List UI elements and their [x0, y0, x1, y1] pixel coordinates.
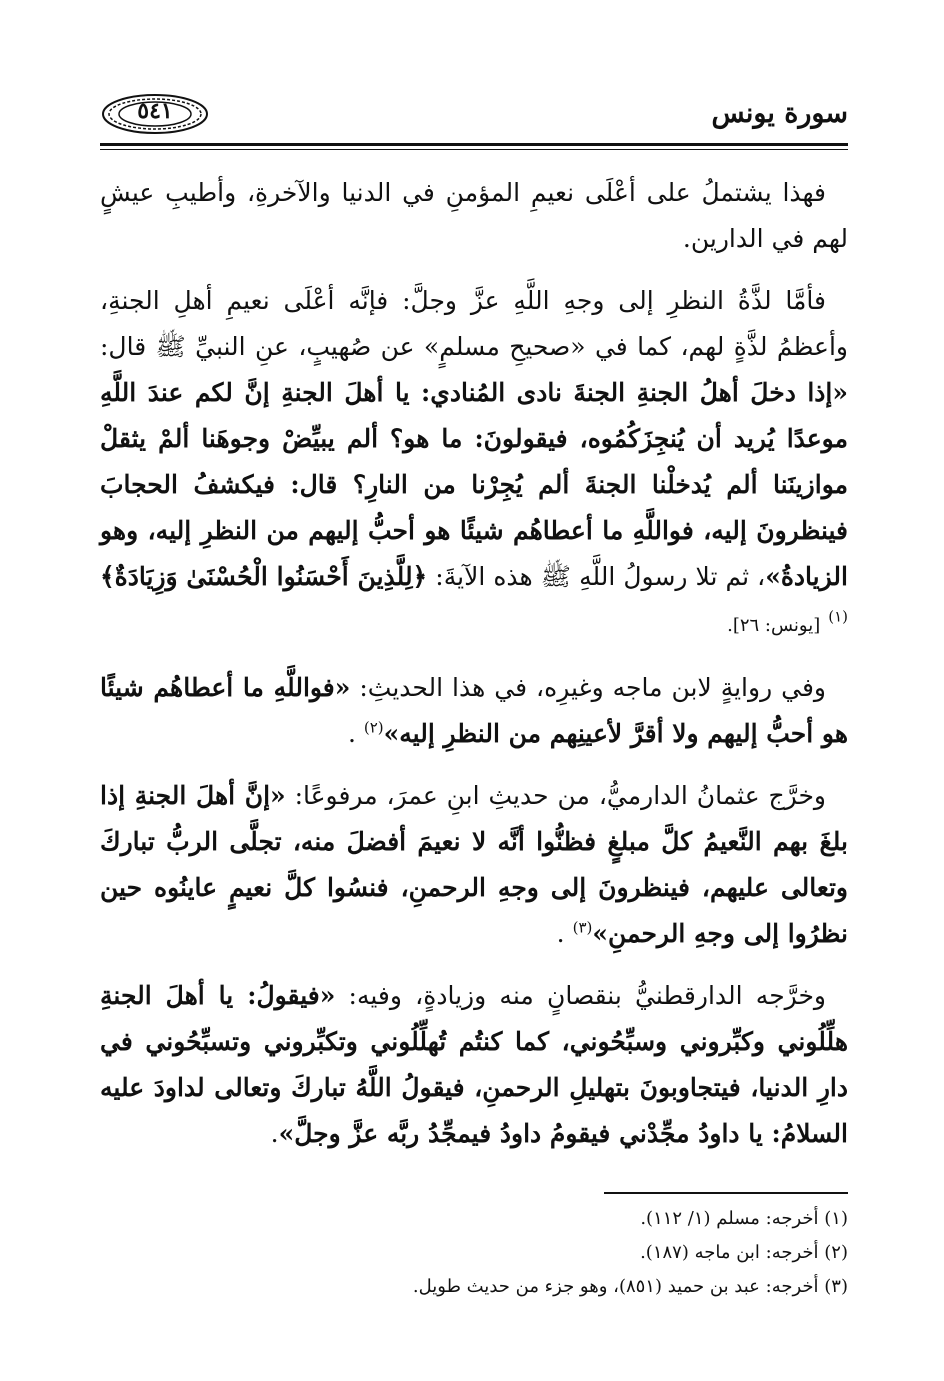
paragraph-1-text: فهذا يشتملُ على أعْلَى نعيمِ المؤمنِ في الدنيا والآخرةِ، وأطيبِ عيشٍ لهم في الدارين. — [100, 178, 848, 253]
footnote-marker-2: (٢) — [363, 718, 384, 737]
paragraph-2 — [100, 278, 848, 649]
footnote-1: (١) أخرجه: مسلم (١/ ١١٢). — [640, 1208, 848, 1229]
paragraph-4-intro: وخرَّج عثمانُ الدارميُّ، من حديثِ ابنِ عمرَ، مرفوعًا: — [285, 781, 826, 810]
page-header — [100, 92, 848, 138]
page-number-badge — [100, 92, 210, 136]
footnote-divider — [604, 1192, 848, 1194]
hadith-quote: «إنَّ أهلَ الجنةِ إذا بلغَ بهم النَّعيمُ كلَّ مبلغٍ فظنُّوا أنَّه لا نعيمَ أفضلَ منه، تجلَّى الربُّ تباركَ وتعالى عليهم، فينظرونَ إلى وجهِ الرحمنِ، فنسُوا كلَّ نعيمٍ عاينُوه حين نظرُوا إلى وجهِ الرحمنِ» — [100, 781, 848, 948]
hadith-quote: «إذا دخلَ أهلُ الجنةِ الجنةَ نادى المُنادي: يا أهلَ الجنةِ إنَّ لكم عندَ اللَّهِ موعدًا يُريد أن يُنجِزَكُمُوه، فيقولونَ: ما هو؟ ألم يبيِّضْ وجوهَنا ألمْ يثقلْ موازينَنا ألم يُدخلْنا الجنةَ ألم يُجِرْنا من النارِ؟ قال: فيكشفُ الحجابَ فينظرونَ إليه، فواللَّهِ ما أعطاهُم شيئًا هو أحبُّ إليهم من النظرِ إليه، وهو الزيادةُ» — [100, 378, 848, 591]
footnote-marker-3: (٣) — [572, 918, 593, 937]
header-rule — [100, 143, 848, 146]
paragraph-5-intro: وخرَّجه الدارقطنيُّ بنقصانٍ منه وزيادةٍ، وفيه: — [335, 981, 826, 1010]
footnote-2: (٢) أخرجه: ابن ماجه (١٨٧). — [640, 1242, 848, 1263]
quran-verse: ﴿لِلَّذِينَ أَحْسَنُوا الْحُسْنَىٰ وَزِيَادَةٌ﴾ — [100, 562, 428, 591]
paragraph-4 — [100, 773, 848, 957]
hadith-quote: «فيقولُ: يا أهلَ الجنةِ هلِّلُوني وكبِّروني وسبِّحُوني، كما كنتُم تُهلِّلُوني وتكبِّروني وتسبِّحُوني في دارِ الدنيا، فيتجاوبونَ بتهليلِ الرحمنِ، فيقولُ اللَّهُ تباركَ وتعالى لداودَ عليه السلامُ: يا داودُ مجِّدْني فيقومُ داودُ فيمجِّدُ ربَّه عزَّ وجلَّ» — [100, 981, 848, 1148]
paragraph-5 — [100, 973, 848, 1157]
footnote-marker-1: (١) — [828, 607, 848, 626]
paragraph-3-end: . — [347, 719, 356, 748]
surah-title: سورة يونس — [711, 98, 848, 129]
footnote-3: (٣) أخرجه: عبد بن حميد (٨٥١)، وهو جزء من حديث طويل. — [412, 1276, 848, 1297]
paragraph-2-mid: ، ثم تلا رسولُ اللَّهِ ﷺ هذه الآيةَ: — [427, 562, 766, 591]
paragraph-1 — [100, 170, 848, 262]
paragraph-4-end: . — [556, 919, 565, 948]
footnotes — [100, 1202, 848, 1304]
page-number: ٥٤١ — [137, 98, 173, 124]
paragraph-5-end: . — [270, 1119, 279, 1148]
header-rule-thin — [100, 149, 848, 150]
body-text — [100, 170, 848, 1173]
hadith-quote: «فواللَّهِ ما أعطاهُم شيئًا هو أحبُّ إليهم ولا أقرَّ لأعينِهم من النظرِ إليه» — [100, 673, 848, 748]
paragraph-2-intro: فأمَّا لذَّةُ النظرِ إلى وجهِ اللَّهِ عزَّ وجلَّ: فإنَّه أعْلَى نعيمِ أهلِ الجنةِ، وأعظمُ لذَّةٍ لهم، كما في «صحيحِ مسلمٍ» عن صُهيبٍ، عنِ النبيِّ ﷺ قال: — [100, 286, 848, 361]
paragraph-3-intro: وفي روايةٍ لابن ماجه وغيرِه، في هذا الحديثِ: — [350, 673, 826, 702]
verse-reference: [يونس: ٢٦]. — [727, 615, 821, 636]
paragraph-3 — [100, 665, 848, 757]
